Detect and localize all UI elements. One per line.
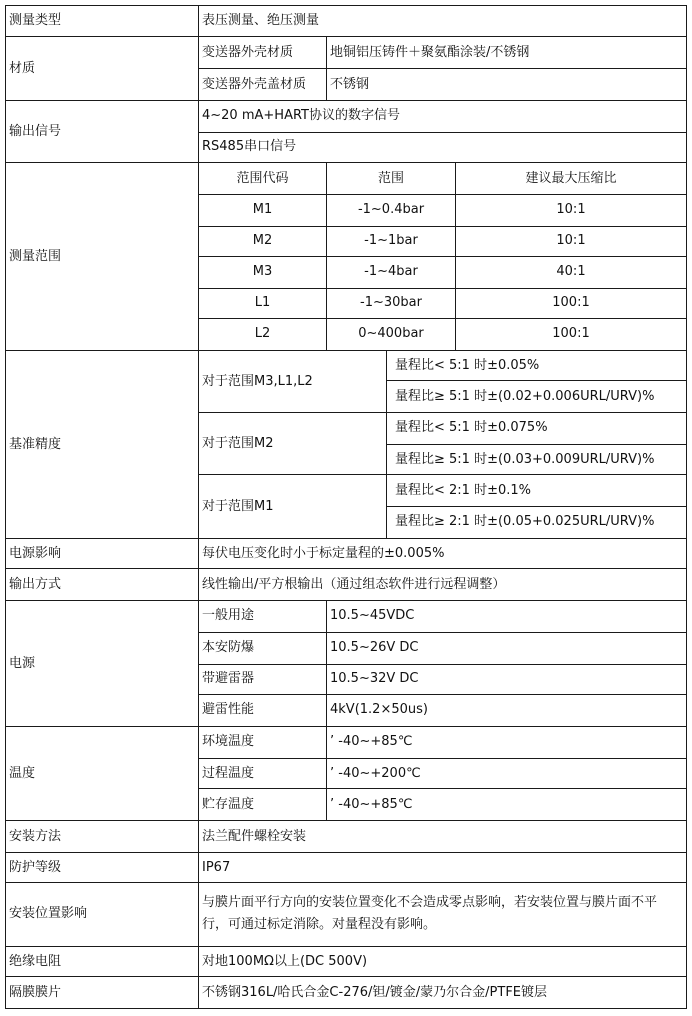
range-ratio-cell: 100:1: [552, 326, 590, 341]
label-measure-type: 测量类型: [9, 13, 62, 28]
accuracy-item: 量程比< 5:1 时±0.075%: [395, 420, 548, 435]
range-code-cell: L1: [254, 295, 271, 310]
range-ratio-cell: 100:1: [552, 295, 590, 310]
range-code-cell: M2: [252, 233, 273, 248]
power-item-value: 10.5~26V DC: [330, 640, 419, 655]
label-output-signal: 输出信号: [9, 124, 62, 139]
row-border: [198, 758, 687, 759]
label-power-effect: 电源影响: [9, 546, 62, 561]
temperature-item-value: ’ -40~+85℃: [330, 797, 413, 812]
temperature-item-name: 环境温度: [202, 734, 255, 749]
temperature-item-value: ’ -40~+200℃: [330, 766, 421, 781]
value-insulation: 对地100MΩ以上(DC 500V): [202, 954, 368, 969]
row-border: [198, 632, 687, 633]
value-protection: IP67: [202, 860, 231, 875]
temperature-item-name: 贮存温度: [202, 797, 255, 812]
value-install-method: 法兰配件螺栓安装: [202, 829, 307, 844]
material-item-value: 不锈钢: [330, 77, 370, 92]
range-value-cell: -1~30bar: [360, 295, 422, 310]
label-install-position: 安装位置影响: [9, 906, 88, 921]
row-border: [5, 600, 687, 601]
col-border: [326, 600, 327, 727]
row-border: [198, 256, 687, 257]
row-border: [198, 68, 687, 69]
row-border: [198, 474, 687, 475]
value-install-position: 与膜片面平行方向的安装位置变化不会造成零点影响，若安装位置与膜片面不平行，可通过标定消除。对量程没有影响。: [202, 895, 658, 932]
range-ratio-cell: 10:1: [556, 202, 586, 217]
temperature-item-value: ’ -40~+85℃: [330, 734, 413, 749]
col-border: [326, 162, 327, 351]
row-border: [386, 506, 687, 507]
col-border: [686, 5, 687, 1009]
power-item-name: 一般用途: [202, 608, 255, 623]
label-accuracy: 基准精度: [9, 437, 62, 452]
row-border: [198, 288, 687, 289]
accuracy-item: 量程比< 5:1 时±0.05%: [395, 358, 540, 373]
row-border: [5, 162, 687, 163]
label-power: 电源: [9, 656, 36, 671]
accuracy-group-name: 对于范围M1: [202, 499, 274, 514]
row-border: [5, 568, 687, 569]
output-signal-item: 4~20 mA+HART协议的数字信号: [202, 108, 400, 123]
row-border: [198, 194, 687, 195]
material-item-name: 变送器外壳材质: [202, 45, 294, 60]
material-item-name: 变送器外壳盖材质: [202, 77, 307, 92]
range-value-cell: -1~1bar: [364, 233, 418, 248]
accuracy-group-name: 对于范围M2: [202, 436, 274, 451]
power-item-name: 带避雷器: [202, 671, 255, 686]
label-range: 测量范围: [9, 249, 62, 264]
label-temperature: 温度: [9, 766, 36, 781]
power-item-value: 10.5~45VDC: [330, 608, 415, 623]
row-border: [5, 36, 687, 37]
row-border: [386, 444, 687, 445]
label-install-method: 安装方法: [9, 829, 62, 844]
row-border: [5, 946, 687, 947]
row-border: [5, 350, 687, 351]
power-item-value: 10.5~32V DC: [330, 671, 419, 686]
value-measure-type: 表压测量、绝压测量: [202, 13, 320, 28]
range-header-code: 范围代码: [236, 171, 289, 186]
temperature-item-name: 过程温度: [202, 766, 255, 781]
row-border: [5, 5, 687, 6]
accuracy-group-name: 对于范围M3,L1,L2: [202, 374, 313, 389]
col-border: [5, 5, 6, 1009]
range-value-cell: 0~400bar: [358, 326, 424, 341]
range-ratio-cell: 40:1: [556, 264, 586, 279]
range-value-cell: -1~0.4bar: [357, 202, 425, 217]
accuracy-item: 量程比< 2:1 时±0.1%: [395, 483, 531, 498]
range-header-range: 范围: [377, 171, 404, 186]
col-border: [455, 162, 456, 351]
row-border: [198, 412, 687, 413]
accuracy-item: 量程比≥ 5:1 时±(0.02+0.006URL/URV)%: [395, 389, 655, 404]
range-code-cell: M1: [252, 202, 273, 217]
accuracy-item: 量程比≥ 2:1 时±(0.05+0.025URL/URV)%: [395, 514, 655, 529]
value-output-mode: 线性输出/平方根输出（通过组态软件进行远程调整）: [202, 577, 506, 592]
row-border: [5, 852, 687, 853]
row-border: [5, 976, 687, 977]
label-insulation: 绝缘电阻: [9, 954, 62, 969]
row-border: [198, 694, 687, 695]
row-border: [198, 664, 687, 665]
row-border: [5, 538, 687, 539]
col-border: [326, 726, 327, 821]
label-protection: 防护等级: [9, 860, 62, 875]
row-border: [198, 226, 687, 227]
range-value-cell: -1~4bar: [364, 264, 418, 279]
row-border: [5, 882, 687, 883]
col-border: [198, 5, 199, 1009]
label-material: 材质: [9, 61, 36, 76]
output-signal-item: RS485串口信号: [202, 139, 297, 154]
power-item-value: 4kV(1.2×50us): [330, 702, 428, 717]
row-border: [5, 726, 687, 727]
row-border: [198, 788, 687, 789]
row-border: [386, 380, 687, 381]
row-border: [5, 100, 687, 101]
power-item-name: 本安防爆: [202, 640, 255, 655]
label-diaphragm: 隔膜膜片: [9, 985, 62, 1000]
value-power-effect: 每伏电压变化时小于标定量程的±0.005%: [202, 546, 445, 561]
value-diaphragm: 不锈钢316L/哈氏合金C-276/钽/镀金/蒙乃尔合金/PTFE镀层: [202, 985, 548, 1000]
col-border: [326, 36, 327, 101]
row-border: [198, 318, 687, 319]
range-ratio-cell: 10:1: [556, 233, 586, 248]
power-item-name: 避雷性能: [202, 702, 255, 717]
row-border: [198, 132, 687, 133]
range-header-ratio: 建议最大压缩比: [525, 171, 617, 186]
range-code-cell: L2: [254, 326, 271, 341]
row-border: [5, 820, 687, 821]
row-border: [5, 1008, 687, 1009]
label-output-mode: 输出方式: [9, 577, 62, 592]
accuracy-item: 量程比≥ 5:1 时±(0.03+0.009URL/URV)%: [395, 452, 655, 467]
col-border: [386, 350, 387, 539]
material-item-value: 地铜铝压铸件＋聚氨酯涂装/不锈钢: [330, 45, 530, 60]
range-code-cell: M3: [252, 264, 273, 279]
